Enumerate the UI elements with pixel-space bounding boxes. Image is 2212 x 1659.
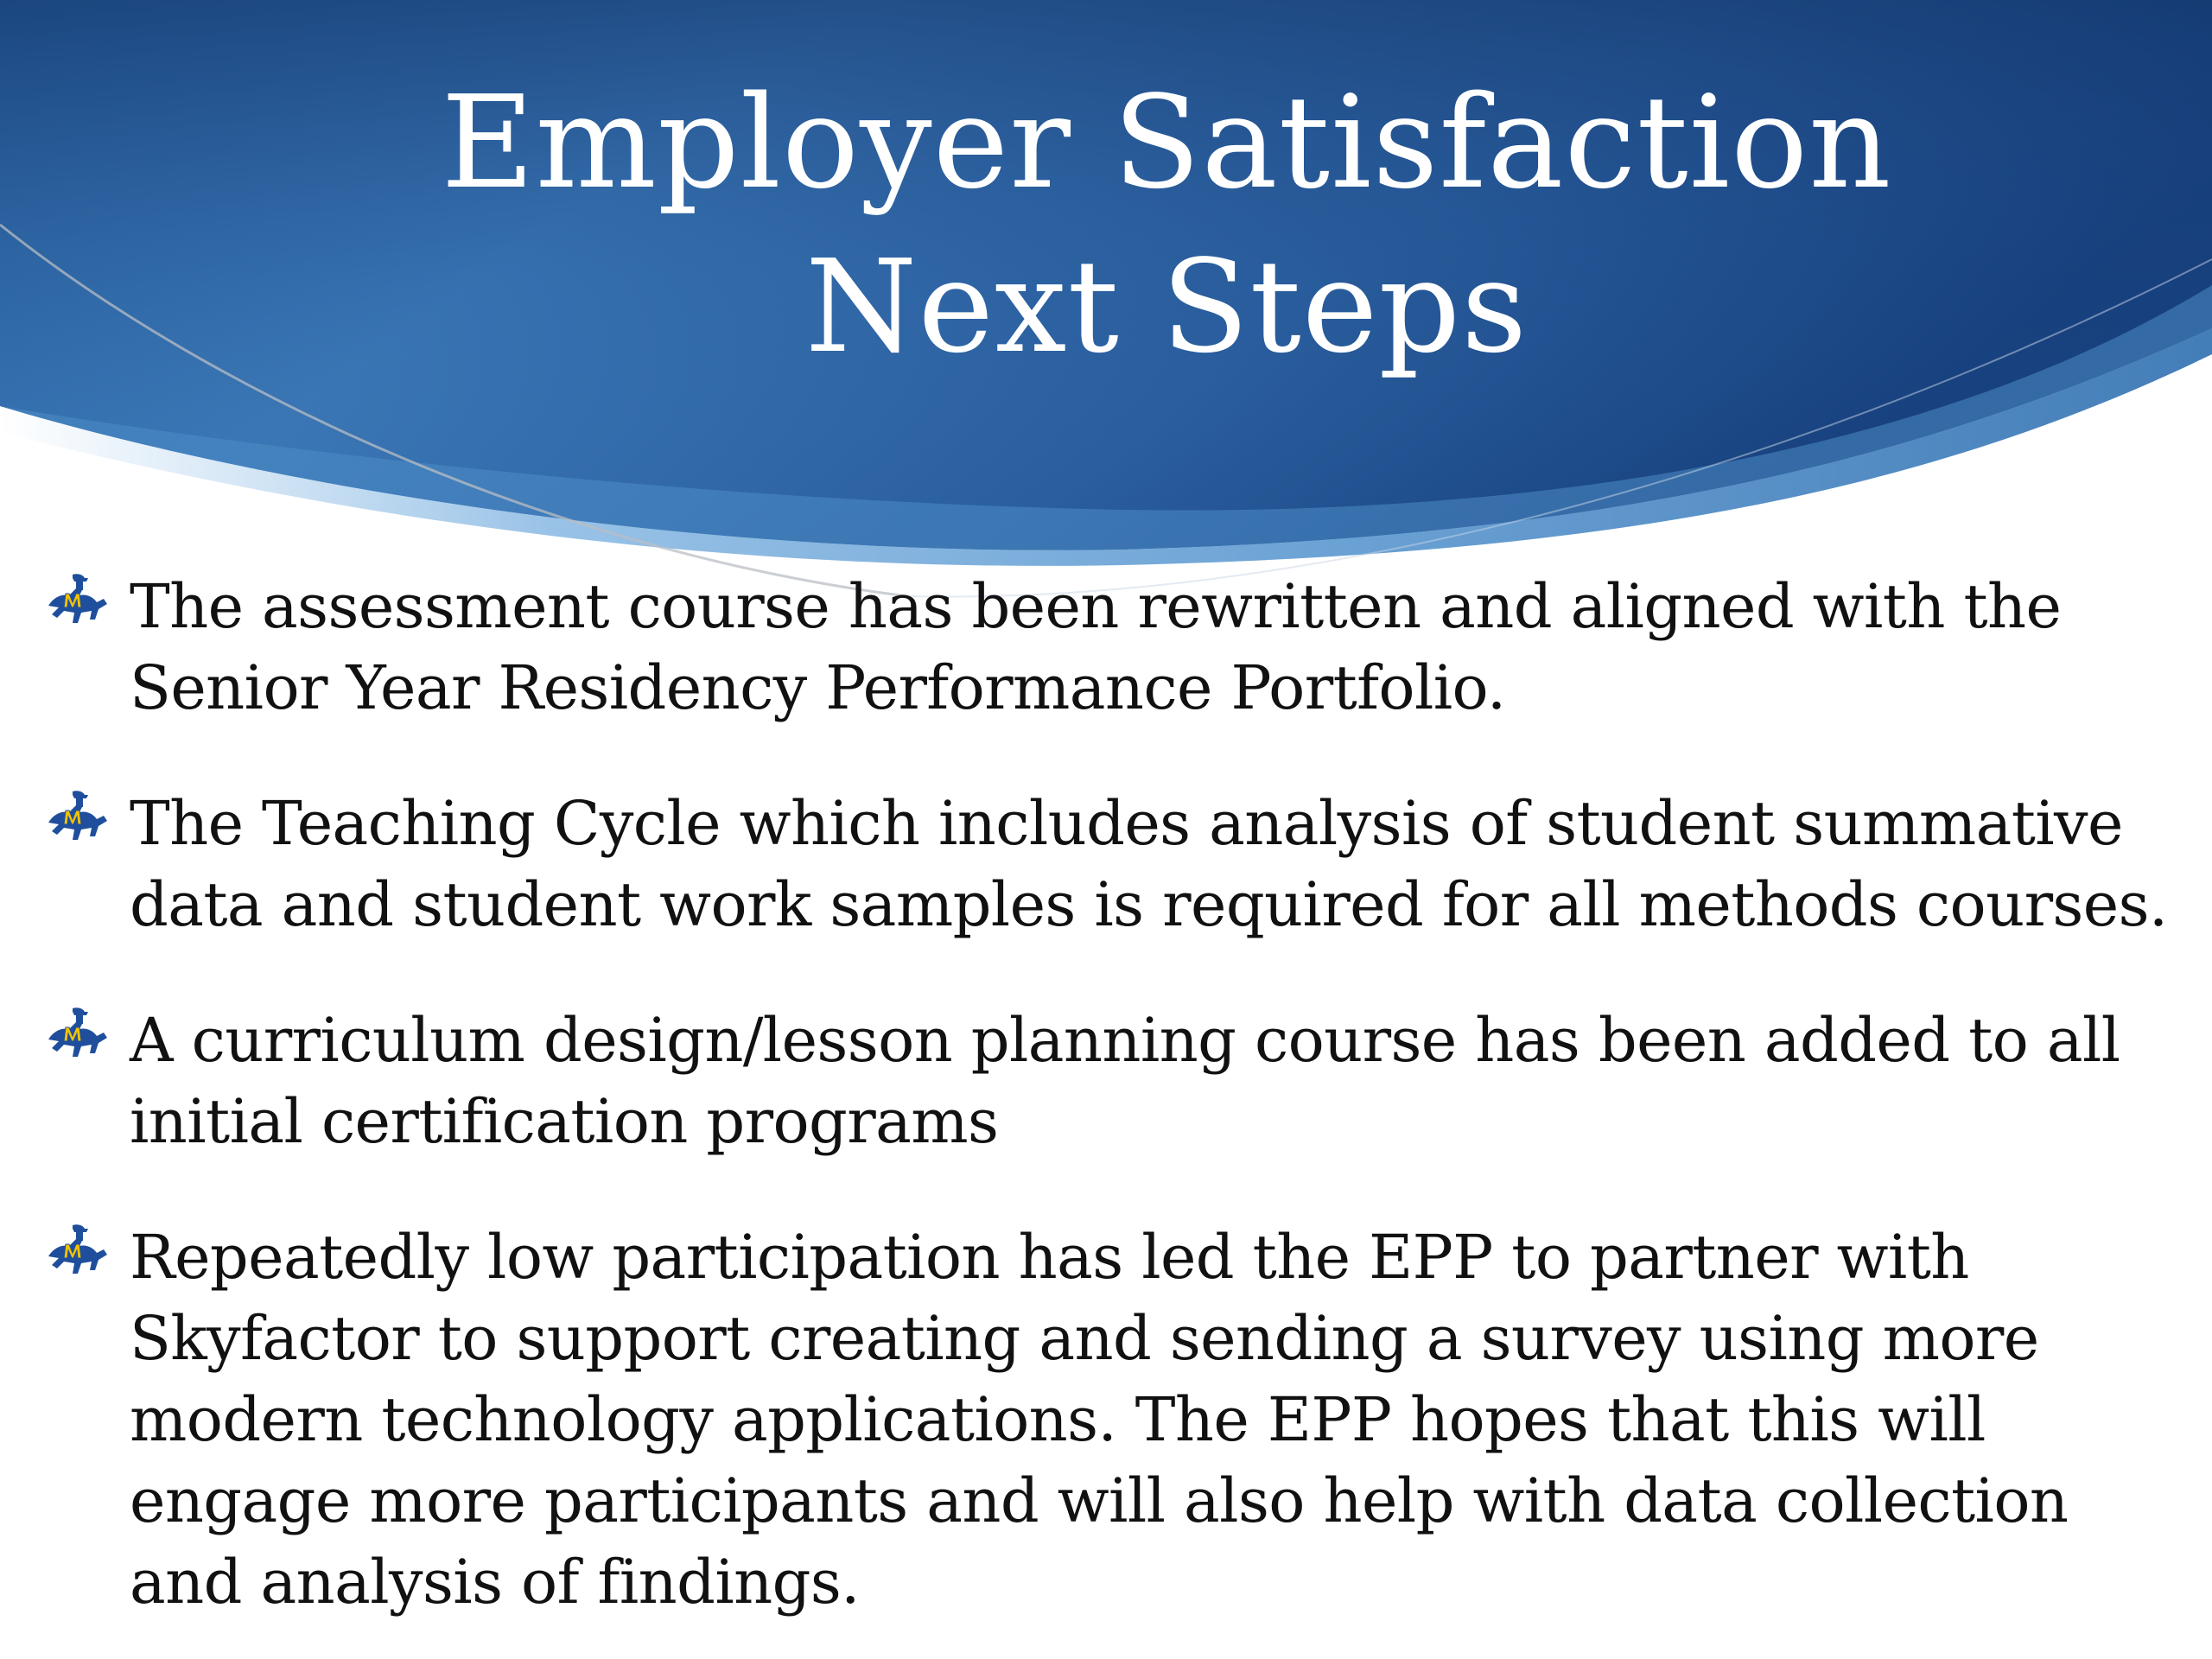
slide-title xyxy=(294,60,2039,389)
bullet-text: A curriculum design/lesson planning course has been added to all initial certification programs xyxy=(130,1005,2120,1157)
bullet-item xyxy=(130,1000,2169,1162)
bullet-item xyxy=(130,1217,2169,1623)
bullet-text: The assessment course has been rewritten and aligned with the Senior Year Residency Performance Portfolio. xyxy=(130,571,2062,723)
bullet-text: Repeatedly low participation has led the EPP to partner with Skyfactor to support creating and sending a survey using more modern technology applications. The EPP hopes that this will engage more participants and will also help with data collection and analysis of findings. xyxy=(130,1222,2069,1618)
cowboy-horse-m-logo-icon xyxy=(43,568,112,628)
bullet-list xyxy=(0,566,2212,1659)
cowboy-horse-m-logo-icon xyxy=(43,1001,112,1062)
title-line-2: Next Steps xyxy=(804,232,1529,381)
title-line-1: Employer Satisfaction xyxy=(441,68,1892,217)
cowboy-horse-m-logo-icon xyxy=(43,785,112,845)
bullet-item xyxy=(130,783,2169,945)
cowboy-horse-m-logo-icon xyxy=(43,1218,112,1279)
bullet-item xyxy=(130,566,2169,728)
bullet-text: The Teaching Cycle which includes analysis of student summative data and student work samples is required for all methods courses. xyxy=(130,788,2168,940)
